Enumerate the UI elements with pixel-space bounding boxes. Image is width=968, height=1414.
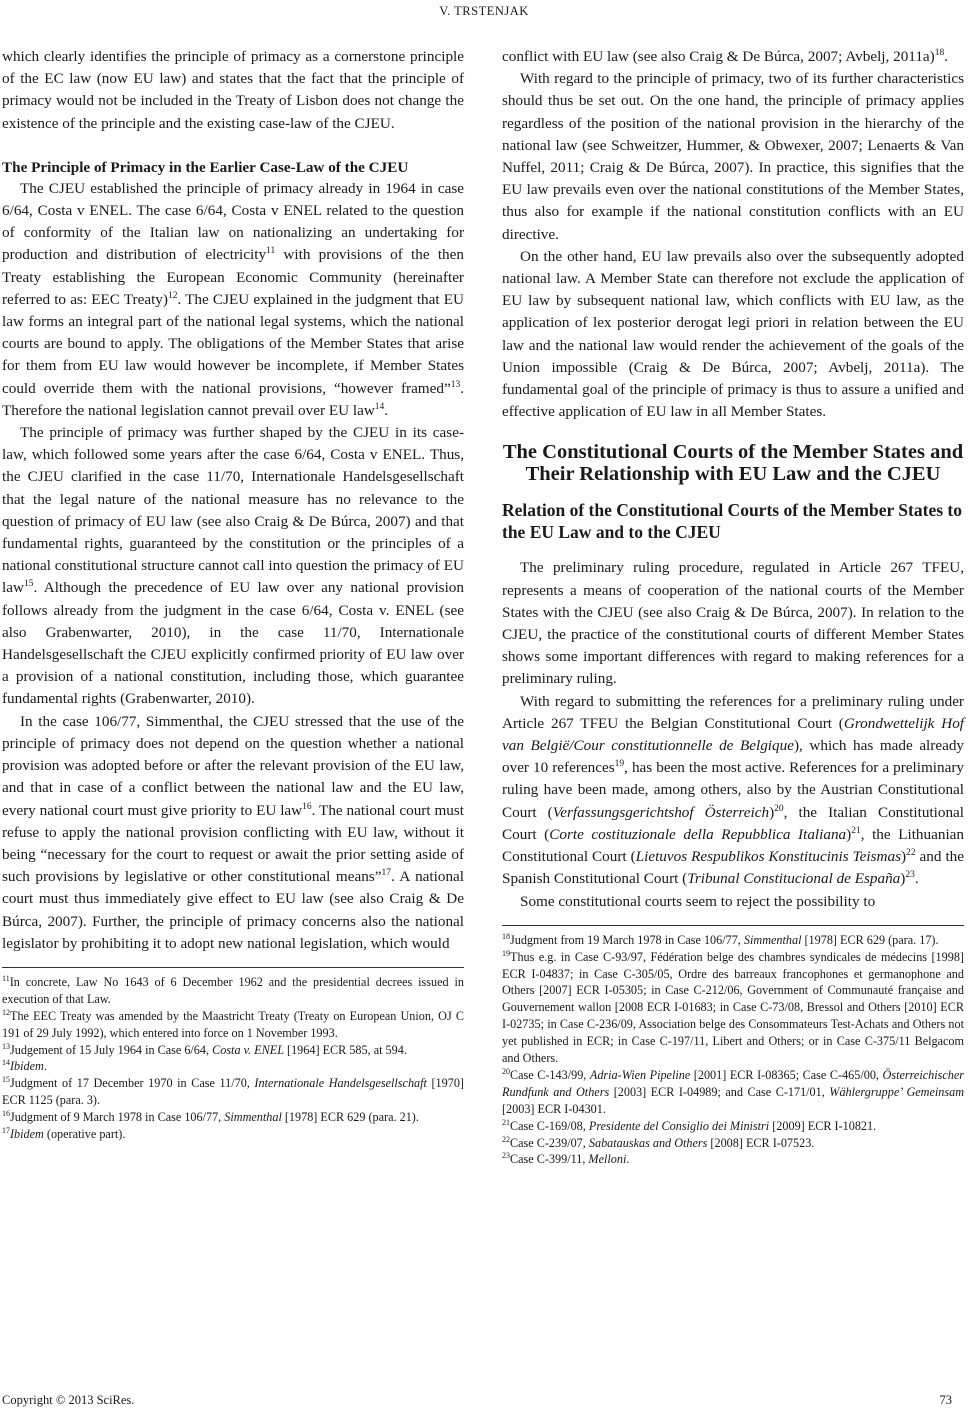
footnote: $^{21}$Case C-169/08, Presidente del Consiglio dei Ministri [2009] ECR I-10821. [502, 1117, 877, 1133]
footnote-ref[interactable]: 12 [167, 290, 178, 301]
footnote-divider [502, 925, 964, 926]
subsection-heading: Relation of the Constitutional Courts of the Member States to the EU Law and to the CJEU [502, 500, 962, 543]
footnote-ref[interactable]: 13 [450, 379, 461, 390]
paragraph: With regard to submitting the references for a preliminary ruling under Article 267 TFEU the Belgian Constitutional Court (Grondwettelijk Hof van België/Cour constitutionnelle de Belgique), which has made already over 10 references$^{19}$, has been the most active. References for a preliminary ruling have been made, among others, also by the Austrian Constitutional Court (Verfassungsgerichtshof Österreich)$^{20}$, the Italian Constitutional Court (Corte costituzionale della Repubblica Italiana)$^{21}$, the Lithuanian Constitutional Court (Lietuvos Respublikos Konstitucinis Teismas)$^{22}$ and the Spanish Constitutional Court (Tribunal Constitucional de España)$^{23}$. [502, 692, 965, 888]
left-column [2, 46, 464, 1143]
paragraph: In the case 106/77, Simmenthal, the CJEU stressed that the use of the principle of primacy does not depend on the question whether a national provision was adopted before or after the relevant provision of the EU law, and that in case of a conflict between the national law and the EU law, every national court must give priority to EU law$^{16}$. The national court must refuse to apply the national provision conflicting with EU law, without it being “necessary for the court to request or await the prior setting aside of such provisions by legislative or other constitutional means”$^{17}$. A national court must thus immediately give effect to EU law (see also Craig & De Búrca, 2007). Further, the principle of primacy concerns also the national legislator by prohibiting it to adopt new national legislation, which would [2, 712, 465, 952]
paragraph: Some constitutional courts seem to reject the possibility to [520, 892, 876, 910]
footnote: $^{19}$Thus e.g. in Case C-93/97, Fédération belge des chambres syndicales de médecins [1998] ECR I-04837; in Case C-305/05, Ordre des barreaux francophones et germanophone and Others [2007] ECR I-05305; in Case C-212/06, Government of Communauté française and Gouvernement wallon [2008 ECR I-01683; in Case C-73/08, Bressol and Others [2010] ECR I-02735; in Case C-236/09, Association belge des Consommateurs Test-Achats and Others not yet published in ECR; in Case C-197/11, Libert and Others; or in Case C-375/11 Belgacom and Others. [502, 948, 964, 1066]
footnote: $^{20}$Case C-143/99, Adria-Wien Pipeline [2001] ECR I-08365; Case C-465/00, Österreichischer Rundfunk and Others [2003] ECR I-04989; and Case C-171/01, Wählergruppe’ Gemeinsam [2003] ECR I-04301. [502, 1066, 965, 1116]
footnote-ref[interactable]: 20 [774, 803, 784, 814]
paragraph: The CJEU established the principle of primacy already in 1964 in case 6/64, Costa v ENEL. The case 6/64, Costa v ENEL related to the question of conformity of the Italian law on nationalizing an undertaking for production and distribution of electricity$^{11}$ with provisions of the then Treaty establishing the European Economic Community (hereinafter referred to as: EEC Treaty)$^{12}$. The CJEU explained in the judgment that EU law forms an integral part of the national legal systems, which the national courts are bound to apply. The obligations of the Member States that arise for them from EU law would however be incomplete, if Member States could override them with the national provisions, “however framed”$^{13}$. Therefore the national legislation cannot prevail over EU law$^{14}$. [2, 179, 465, 419]
paragraph: The preliminary ruling procedure, regulated in Article 267 TFEU, represents a means of cooperation of the national courts of the Member States with the CJEU (see also Craig & De Búrca, 2007). In relation to the CJEU, the practice of the constitutional courts of different Member States shows some important differences with regard to making references for a preliminary ruling. [502, 559, 964, 688]
footnote: $^{17}$Ibidem (operative part). [2, 1126, 126, 1142]
page-number: 73 [939, 1393, 952, 1407]
footnote: $^{13}$Judgement of 15 July 1964 in Case 6/64, Costa v. ENEL [1964] ECR 585, at 594. [2, 1041, 407, 1057]
section-heading: The Principle of Primacy in the Earlier Case-Law of the CJEU [2, 158, 409, 176]
footnote-ref[interactable]: 18 [934, 47, 945, 58]
footnotes-right [502, 932, 964, 1169]
footnote: $^{11}$In concrete, Law No 1643 of 6 December 1962 and the presidential decrees issued in execution of that Law. [2, 973, 464, 1006]
footnote-ref[interactable]: 19 [614, 759, 625, 770]
footnote: $^{12}$The EEC Treaty was amended by the Maastricht Treaty (Treaty on European Union, OJ C 191 of 29 July 1992), which entered into force on 1 November 1993. [2, 1007, 464, 1040]
paragraph: which clearly identifies the principle of primacy as a cornerstone principle of the EC law (now EU law) and states that the fact that the principle of primacy would not be included in the Treaty of Lisbon does not change the existence of the principle and the existing case-law of the CJEU. [2, 48, 464, 132]
paragraph: conflict with EU law (see also Craig & De Búrca, 2007; Avbelj, 2011a)$^{18}$. [502, 47, 949, 65]
footnote: $^{14}$Ibidem. [2, 1058, 47, 1074]
paragraph: With regard to the principle of primacy, two of its further characteristics should thus be set out. On the one hand, the principle of primacy applies regardless of the position of the national provision in the hierarchy of the national law (see Schweitzer, Hummer, & Obwexer, 2007; Lenaerts & Van Nuffel, 2011; Craig & De Búrca, 2007). In practice, this signifies that the EU law prevails even over the national constitutions of the Member States, thus also for example if the national constitution conflicts with an EU directive. [502, 70, 964, 243]
footnote: $^{23}$Case C-399/11, Melloni. [502, 1151, 630, 1167]
footnote-ref[interactable]: 17 [381, 868, 391, 879]
section-heading: The Constitutional Courts of the Member States and Their Relationship with EU Law and the CJEU [502, 441, 964, 486]
footnote-ref[interactable]: 21 [851, 825, 861, 836]
footnote-ref[interactable]: 15 [23, 579, 34, 590]
footnote-ref[interactable]: 22 [906, 848, 916, 859]
footnote-ref[interactable]: 11 [266, 246, 276, 257]
footnote-divider [2, 967, 464, 968]
footnote-ref[interactable]: 16 [302, 801, 312, 812]
footnote: $^{15}$Judgment of 17 December 1970 in Case 11/70, Internationale Handelsgesellschaft [1970] ECR 1125 (para. 3). [2, 1075, 464, 1108]
paragraph: On the other hand, EU law prevails also over the subsequently adopted national law. A Member State can therefore not exclude the application of EU law by subsequent national law, which conflicts with EU law, as the application of lex posterior derogat legi priori in relation between the EU law and the national law would render the achievement of the goals of the Union impossible (Craig & De Búrca, 2007; Avbelj, 2011a). The fundamental goal of the principle of primacy is thus to assure a unified and effective application of EU law in all Member States. [502, 247, 964, 421]
footnote-ref[interactable]: 23 [905, 870, 915, 881]
paragraph: The principle of primacy was further shaped by the CJEU in its case-law, which followed some years after the case 6/64, Costa v ENEL. Thus, the CJEU clarified in the case 11/70, Internationale Handelsgesellschaft that the legal nature of the national measure has no relevance to the question of primacy of EU law (see also Craig & De Búrca, 2007) and that fundamental rights, guaranteed by the constitution or the principles of a national constitutional structure cannot call into question the primacy of EU law$^{15}$. Although the precedence of EU law over any national provision follows already from the judgment in the case 6/64, Costa v. ENEL (see also Grabenwarter, 2010), in the case 11/70, Internationale Handelsgesellschaft the CJEU explicitly confirmed priority of EU law over a provision of a national constitution, including those, which guarantee fundamental rights (Grabenwarter, 2010). [2, 424, 464, 708]
footnote: $^{22}$Case C-239/07, Sabatauskas and Others [2008] ECR I-07523. [502, 1134, 815, 1150]
footnote: $^{16}$Judgment of 9 March 1978 in Case 106/77, Simmenthal [1978] ECR 629 (para. 21). [2, 1109, 419, 1125]
right-column [502, 46, 964, 1168]
running-head: V. TRSTENJAK [439, 4, 529, 18]
copyright-notice: Copyright © 2013 SciRes. [2, 1393, 135, 1407]
footnote: $^{18}$Judgment from 19 March 1978 in Case 106/77, Simmenthal [1978] ECR 629 (para. 17). [502, 931, 939, 947]
footnotes-left [2, 974, 464, 1143]
footnote-ref[interactable]: 14 [374, 401, 385, 412]
